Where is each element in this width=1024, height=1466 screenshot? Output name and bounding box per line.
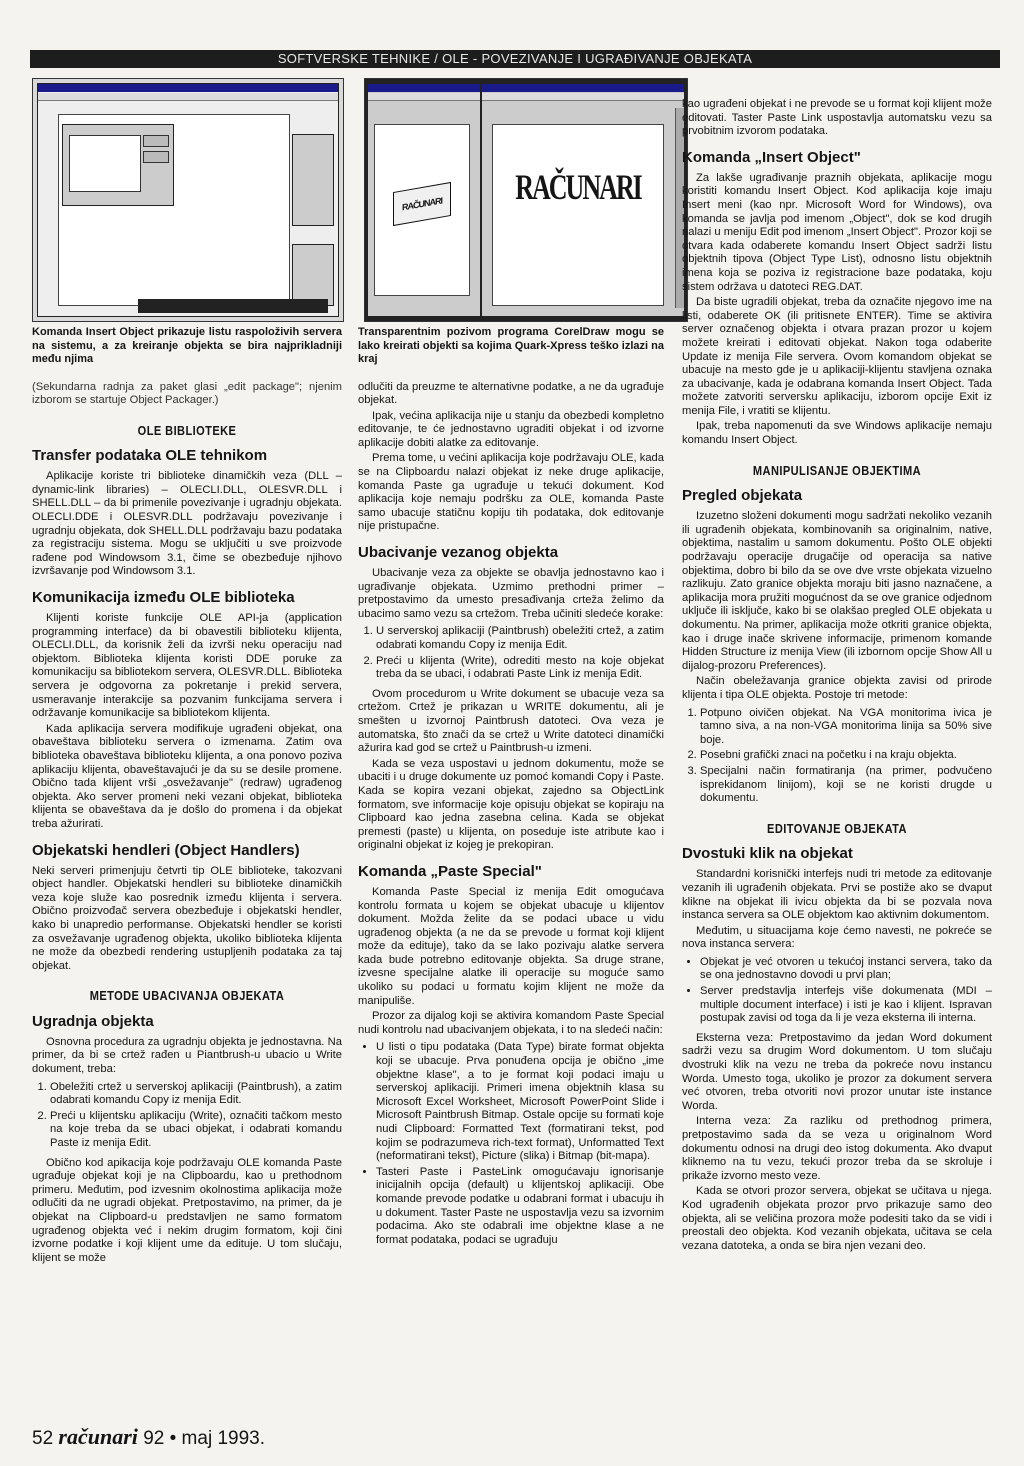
paragraph: Eksterna veza: Pretpostavimo da jedan Word dokument sadrži vezu sa drugim Word dokumentom. U tom slučaju dvostruki klik na vezu ne treba da pokreće novu instancu Worda. Umesto toga, ukoliko je prozor za dokument servera već otvoren, treba otvoriti novi prozor unutar iste instance Worda. <box>682 1031 992 1112</box>
heading: Komanda „Paste Special" <box>358 862 542 880</box>
list-item: 3. Specijalni način formatiranja (na primer, podvučeno isprekidanom linijom), koji se ne koristi drugde u dokumentu. <box>700 765 992 806</box>
list-item: 1. Obeležiti crtež u serverskoj aplikaciji (Paintbrush), a zatim odabrati komandu Copy iz menija Edit. <box>50 1081 342 1108</box>
figure-caption-middle: Transparentnim pozivom programa CorelDraw mogu se lako kreirati objekti sa kojima Quark-Xpress teško izlazi na kraj <box>358 326 664 365</box>
issue-number: 92 <box>143 1428 165 1449</box>
paragraph: Da biste ugradili objekat, treba da označite njegovo ime na listi, odaberete OK (ili pritisnete ENTER). Time se aktivira server označenog objekta i otvara prazan prozor u kojem možete kreirati i editovati objekat. Nakon toga odaberite Update iz menija File servera. Ovom komandom objekat se ubacuje na mesto gde je u aplikaciji-klijentu stavljena oznaka za ubacivanje, kada je odabrana komanda Insert Object. Tada možete zatvoriti serversku aplikaciju, izborom opcije Exit iz menija File, i vratiti se klijentu. <box>682 296 992 417</box>
list-item: 1. U serverskoj aplikaciji (Paintbrush) obeležiti crtež, a zatim odabrati komandu Copy iz menija Edit. <box>376 625 664 652</box>
paragraph: Osnovna procedura za ugradnju objekta je jednostavna. Na primer, da bi se crtež rađen u Piantbrush-u ubacio u Write dokument, treba: <box>32 1035 342 1076</box>
paragraph: Međutim, u situacijama koje ćemo navesti, ne pokreće se nova instanca servera: <box>682 924 992 951</box>
paragraph: (Sekundarna radnja za paket glasi „edit package"; njenim izborom se startuje Object Packager.) <box>32 380 342 407</box>
list-item: • Server predstavlja interfejs više dokumenata (MDI – multiple document interface) i isti je kao i klijent. Ispravan postupak zavisi od toga da li je veza eksterna ili interna. <box>700 985 992 1026</box>
column-1 <box>32 326 342 1267</box>
list-item: 2. Preći u klijentsku aplikaciju (Write), označiti tačkom mesto na koje treba da se ubaci objekat, i odabrati komandu Paste iz menija Edit. <box>50 1110 342 1151</box>
heading: Dvostuki klik na objekat <box>682 845 853 863</box>
heading: Pregled objekata <box>682 487 803 505</box>
list-item: 1. Potpuno oivičen objekat. Na VGA monitorima ivica je tamno siva, a na non-VGA monitorima linija sa 50% sive boje. <box>700 707 992 748</box>
issue-date: maj 1993. <box>181 1428 265 1449</box>
paragraph: Kada se veza uspostavi u jednom dokumentu, može se ubaciti i u druge dokumente uz pomoć komandi Copy i Paste. Kada se kopira vezani objekat, zajedno sa ObjectLink formatom, sve informacije koje opisuju objekat se kopiraju na Clipboard kao jedna zasebna celina. Kada se objekat premesti (paste) u klijenta, on poseduje iste atribute kao i originalni objekat iz kojeg je prekopiran. <box>358 757 664 852</box>
paragraph: Kada aplikacija servera modifikuje ugrađeni objekat, ona obaveštava biblioteku servera o izmenama. Zatim ova biblioteka obaveštava biblioteku klijenta, a ona ponovo poziva aplikaciju klijenta, obaveštavajući je da su se desile promene. Obično tada klijent vrši „osvežavanje" (redraw) ugrađenog objekta. Ako server promeni neki vezani objekat, biblioteka klijenta se obaveštava da je došlo do promena i da objekat treba ažurirati. <box>32 722 342 830</box>
paragraph: kao ugrađeni objekat i ne prevode se u format koji klijent može editovati. Taster Paste Link uspostavlja automatsku vezu sa prvobitnim izvorom podataka. <box>682 98 992 138</box>
paragraph: Prema tome, u većini aplikacija koje podržavaju OLE, kada se na Clipboardu nalazi objekat iz neke druge aplikacije, komanda Paste ga ugrađuje u tekući dokument. Kod aplikacija koje nemaju podršku za OLE, komanda Paste samo ubacuje statičnu kopiju tih podataka, dok editovanje nije pristupačne. <box>358 452 664 533</box>
paragraph: Ubacivanje veza za objekte se obavlja jednostavno kao i ugrađivanje objekata. Uzmimo prethodni primer – pretpostavimo da umesto presađivanja crteža želimo da ubacimo samo vezu sa crtežom. Treba učiniti sledeće korake: <box>358 567 664 620</box>
paragraph: Aplikacije koriste tri biblioteke dinamičkih veza (DLL – dynamic-link libraries) – OLECLI.DLL, OLESVR.DLL i SHELL.DLL – da bi primenile povezivanje i ugradnju objekata. OLECLI.DDE i OLESVR.DLL podržavaju povezivanje i ugradnju objekata, dok SHELL.DLL podržavaju bazu podataka za registraciju sistema. Mogu se uključiti u sve proizvode rađene pod Windowsom 3.1, čime se obezbeđuje njihovo izvršavanje pod Windowsom 3.1. <box>32 470 342 578</box>
list-item: • Objekat je već otvoren u tekućoj instanci servera, tako da se ona jednostavno dovodi u prvi plan; <box>700 956 992 983</box>
bullet: • <box>169 1428 177 1449</box>
paragraph: Ipak, treba napomenuti da sve Windows aplikacije nemaju komandu Insert Object. <box>682 420 992 447</box>
paragraph: Za lakše ugrađivanje praznih objekata, aplikacije mogu koristiti komandu Insert Object. Kod aplikacija koje imaju Insert meni (kao npr. Microsoft Word for Windows), ova komanda se javlja pod imenom „Object", dok se kod drugih nalazi u meniju Edit pod imenom „Insert Object". Prozor koji se otvara kada odaberete komandu Insert Object sadrži listu objektnih tipova (Object Type List), odnosno listu objektnih imena koja se poziva iz registracione baze podataka, koju sistem održava u datoteci REG.DAT. <box>682 171 992 293</box>
paragraph: Interna veza: Za razliku od prethodnog primera, pretpostavimo sada da se veza u originalnom Word dokumentu odnosi na drugi deo istog dokumenta. Ako dvaput kliknemo na tu vezu, tekući prozor treba da se skroluje i prikaže izvorno mesto veze. <box>682 1115 992 1182</box>
paragraph: Izuzetno složeni dokumenti mogu sadržati nekoliko vezanih ili ugrađenih objekata, kombinovanih sa originalnim, native, objektima, nastalim u samom dokumentu. Pošto OLE objekti podržavaju operacije drugačije od operacija sa native objektima, dobro bi bilo da se ove dve vrste objekata vizuelno razlikuju. Zato granice objekta moraju biti jasno naznačene, a aplikacija mora pružiti mogućnost da se ove granice odjednom uključe ili isključe, kako bi se olakšao pregled OLE objekata u dokumentu. Na primer, aplikacija može otkriti granice objekta, kao i druge inače skrivene informacije, primenom komande Hidden Structure iz menija View (ili izbornom opcije Show All u dijalog-prozoru Preferences). <box>682 510 992 672</box>
heading: Komunikacija između OLE biblioteka <box>32 589 295 607</box>
section-title: MANIPULISANJE OBJEKTIMA <box>752 462 922 478</box>
section-title: EDITOVANJE OBJEKATA <box>767 820 907 836</box>
magazine-logo: računari <box>58 1424 138 1449</box>
logo-small: RAČUNARI <box>393 182 451 226</box>
paragraph: Standardni korisnički interfejs nudi tri metode za editovanje vezanih ili ugrađenih objekata. Prvi se postiže ako se dvaput klikne na objekat ili ivicu objekta da bi se pozvala nova instanca servera sa OLE objektom kao aktivnim dokumentom. <box>682 868 992 922</box>
paragraph: odlučiti da preuzme te alternativne podatke, a ne da ugrađuje objekat. <box>358 380 664 407</box>
heading: Ugradnja objekta <box>32 1012 154 1030</box>
column-3 <box>682 98 992 1255</box>
heading: Ubacivanje vezanog objekta <box>358 544 559 562</box>
paragraph: Neki serveri primenjuju četvrti tip OLE biblioteke, takozvani object handler. Objekatski hendleri su biblioteke dinamičkih veza koje služe kao posrednik između klijenta i servera. Obično proizvođač servera obezbeđuje i objekatski hendler, kako bi unapredio performanse. Objekatski hendler se koristi za osvežavanje ugrađenog objekta, ukoliko biblioteka klijenta ne može da obezbedi rendering ustupljenih podataka za taj objekat. <box>32 864 342 972</box>
list-item: 2. Posebni grafički znaci na početku i na kraju objekta. <box>700 749 992 763</box>
heading: Transfer podataka OLE tehnikom <box>32 447 268 465</box>
paragraph: Kada se otvori prozor servera, objekat se učitava u njega. Kod ugrađenih objekata prozor prvo prikazuje samo deo objekta, ali se veličina prozora može podesiti tako da se vidi i preostali deo objekta. Kod vezanih objekata, učitava se cela vezana datoteka, a onda se bira njen vezani deo. <box>682 1185 992 1252</box>
list-item: • U listi o tipu podataka (Data Type) birate format objekta koji se ubacuje. Prva ponuđena opcija je obično „ime objektne klase", a to je format koji podaci imaju u serverskoj aplikaciji. Primeri imena objektnih klasa su Microsoft Excel Worksheet, Microsoft PowerPoint Slide i Microsoft Paintbrush Bitmap. Ostale opcije su formati koje nudi Clipboard: Formatted Text (formatirani tekst, pod kojim se podrazumeva rich-text format), Unformatted Text (neformatirani tekst), Picture (slika) i Bitmap (bit-mapa). <box>376 1041 664 1163</box>
paragraph: Obično kod apikacija koje podržavaju OLE komanda Paste ugrađuje objekat koji je na Clipboardu, kao u prethodnom primeru. Međutim, pod izvesnim okolnostima aplikacija može odlučiti da ne ugradi objekat. Pretpostavimo, na primer, da je objekat na Clipboard-u predstavljen ne samo formatom ugrađenog objekta već i nekim drugim formatom, koji čini izvorne podatke i koji klijent ume da edituje. U tom slučaju, klijent se može <box>32 1156 342 1264</box>
figure-caption-left: Komanda Insert Object prikazuje listu raspoloživih servera na sistemu, a za kreiranje objekta se bira najprikladniji među njima <box>32 326 342 365</box>
paragraph: Klijenti koriste funkcije OLE API-ja (application programming interface) da bi obavestili biblioteku klijenta, OLECLI.DLL, da korisnik želi da izvrši neku operaciju nad objektom. Biblioteka klijenta koristi DDE poruke za komunikaciju sa bibliotekom servera, OLESVR.DLL. Biblioteka servera je odgovorna za pokretanje i prekid servera, usmeravanje interakcije sa pozvanim funkcijama servera i održavanje komunikacije sa bibliotekom klijenta. <box>32 612 342 720</box>
heading: Komanda „Insert Object" <box>682 148 861 166</box>
coreldraw-screenshot <box>364 78 688 322</box>
column-2 <box>358 326 664 1253</box>
paragraph: Prozor za dijalog koji se aktivira komandom Paste Special nudi kontrolu nad ubacivanjem objekata, i to na sledeći način: <box>358 1010 664 1036</box>
section-title: OLE BIBLIOTEKE <box>137 422 237 438</box>
paragraph: Ipak, većina aplikacija nije u stanju da obezbedi kompletno editovanje, te će jednostavno ugraditi objekat i od izvorne aplikacije dobiti alatke za editovanje. <box>358 409 664 449</box>
list-item: 2. Preći u klijenta (Write), odrediti mesto na koje objekat treba da se ubaci, i odabrati Paste Link iz menija Edit. <box>376 655 664 682</box>
insert-object-dialog <box>62 124 174 206</box>
heading: Objekatski hendleri (Object Handlers) <box>32 841 300 859</box>
paragraph: Komanda Paste Special iz menija Edit omogućava kontrolu formata u kojem se objekat ubacuje u klijentov dokument. Možda želite da se podaci ubace u vidu ugrađenog objekta (a ne da se prevode u format koji klijent može da edituje), tako da se lako pozivaju alatke servera kada bude potrebno editovanje objekta. Sa druge strane, izvesne specijalne alatke ili operacije su moguće samo ukoliko su podaci u formatu kojim klijent ne može da manipuliše. <box>358 885 664 1007</box>
section-title: METODE UBACIVANJA OBJEKATA <box>89 988 285 1004</box>
page-number: 52 <box>32 1428 54 1449</box>
list-item: • Tasteri Paste i PasteLink omogućavaju ignorisanje inicijalnih opcija (default) u klijentskoj aplikaciji. Obe komande prevode podatke u odabrani format i ubacuju ih u dokument. Taster Paste ne uspostavlja vezu sa izvornim podacima. Ako ste odabrali ime objektne klase a ne format podataka, podaci se ugrađuju <box>376 1166 664 1248</box>
paragraph: Ovom procedurom u Write dokument se ubacuje veza sa crtežom. Crtež je prikazan u WRITE dokumentu, ali je smešten u izvornoj Paintbrush datoteci. Ova veza je automatska, što znači da se crtež u Write datoteci dinamički ažurira kad god se crtež u Paintbrush-u izmeni. <box>358 687 664 755</box>
insert-object-screenshot <box>32 78 344 322</box>
section-header: SOFTVERSKE TEHNIKE / OLE - POVEZIVANJE I UGRAĐIVANJE OBJEKATA <box>30 50 1000 68</box>
logo-large: RAČUNARI <box>515 167 641 208</box>
paragraph: Način obeležavanja granice objekta zavisi od prirode klijenta i tipa OLE objekta. Postoje tri metode: <box>682 675 992 701</box>
page-footer <box>32 1424 265 1450</box>
